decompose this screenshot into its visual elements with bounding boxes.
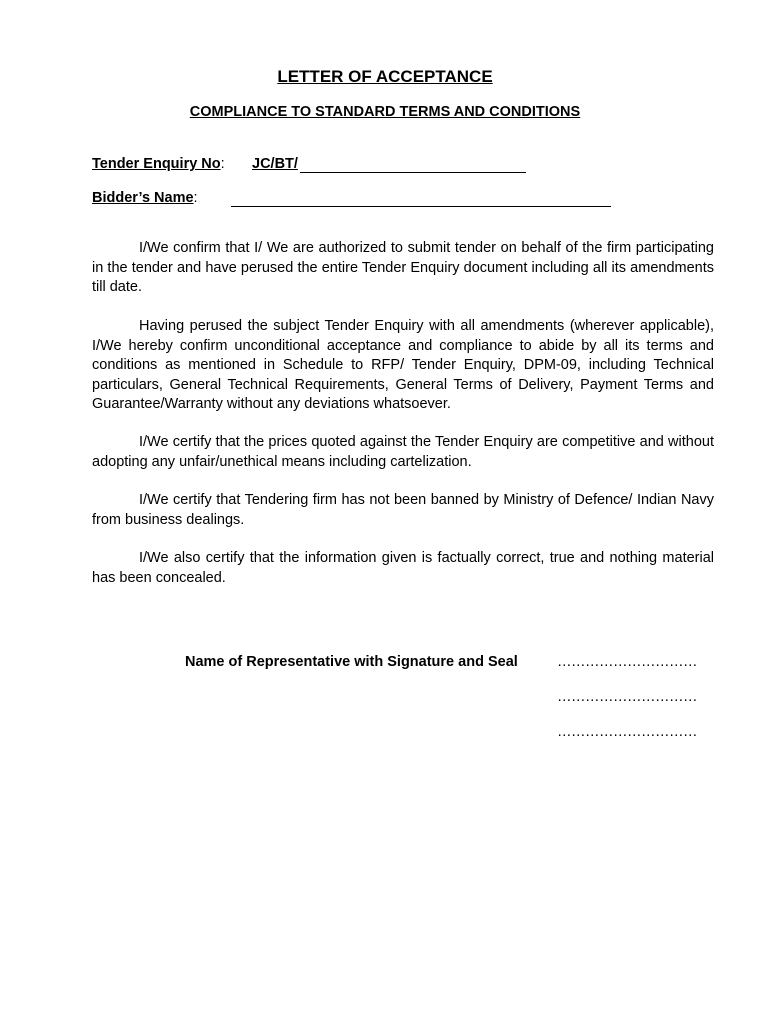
bidder-name-label: Bidder’s Name	[92, 190, 194, 206]
document-title: LETTER OF ACCEPTANCE	[277, 67, 493, 86]
tender-enquiry-label: Tender Enquiry No	[92, 156, 221, 172]
tender-enquiry-value: JC/BT/	[252, 156, 298, 172]
signature-label: Name of Representative with Signature and Seal	[185, 654, 518, 670]
paragraph-text: Having perused the subject Tender Enquiry with all amendments (wherever applicable), I/We hereby confirm unconditional acceptance and compliance to abide by all its terms and conditions as mentioned in Schedule to RFP/ Tender Enquiry, DPM-09, including Technical particulars, General Technical Requirements, General Terms of Delivery, Payment Terms and Guarantee/Warranty without any deviations whatsoever.	[92, 318, 714, 412]
paragraph-information-correct	[92, 549, 714, 588]
paragraph-prices	[92, 433, 714, 472]
paragraph-acceptance	[92, 317, 714, 415]
signature-dotted-line[interactable]: …………………………	[557, 654, 697, 670]
paragraph-text: I/We certify that Tendering firm has not been banned by Ministry of Defence/ Indian Navy from business dealings.	[92, 492, 714, 528]
paragraph-not-banned	[92, 491, 714, 530]
paragraph-authorization	[92, 239, 714, 298]
bidder-name-field	[92, 190, 198, 206]
paragraph-text: I/We certify that the prices quoted against the Tender Enquiry are competitive and without adopting any unfair/unethical means including cartelization.	[92, 434, 714, 470]
tender-enquiry-field	[92, 156, 225, 172]
tender-enquiry-colon: :	[220, 156, 225, 172]
paragraph-text: I/We also certify that the information given is factually correct, true and nothing material has been concealed.	[92, 550, 714, 586]
tender-enquiry-blank-line[interactable]	[300, 172, 526, 173]
bidder-name-blank-line[interactable]	[231, 206, 611, 207]
document-subtitle: COMPLIANCE TO STANDARD TERMS AND CONDITIONS	[189, 104, 581, 120]
name-dotted-line[interactable]: …………………………	[557, 689, 697, 705]
seal-dotted-line[interactable]: …………………………	[557, 724, 697, 740]
bidder-name-colon: :	[193, 190, 198, 206]
paragraph-text: I/We confirm that I/ We are authorized to submit tender on behalf of the firm participating in the tender and have perused the entire Tender Enquiry document including all its amendments till date.	[92, 240, 714, 295]
